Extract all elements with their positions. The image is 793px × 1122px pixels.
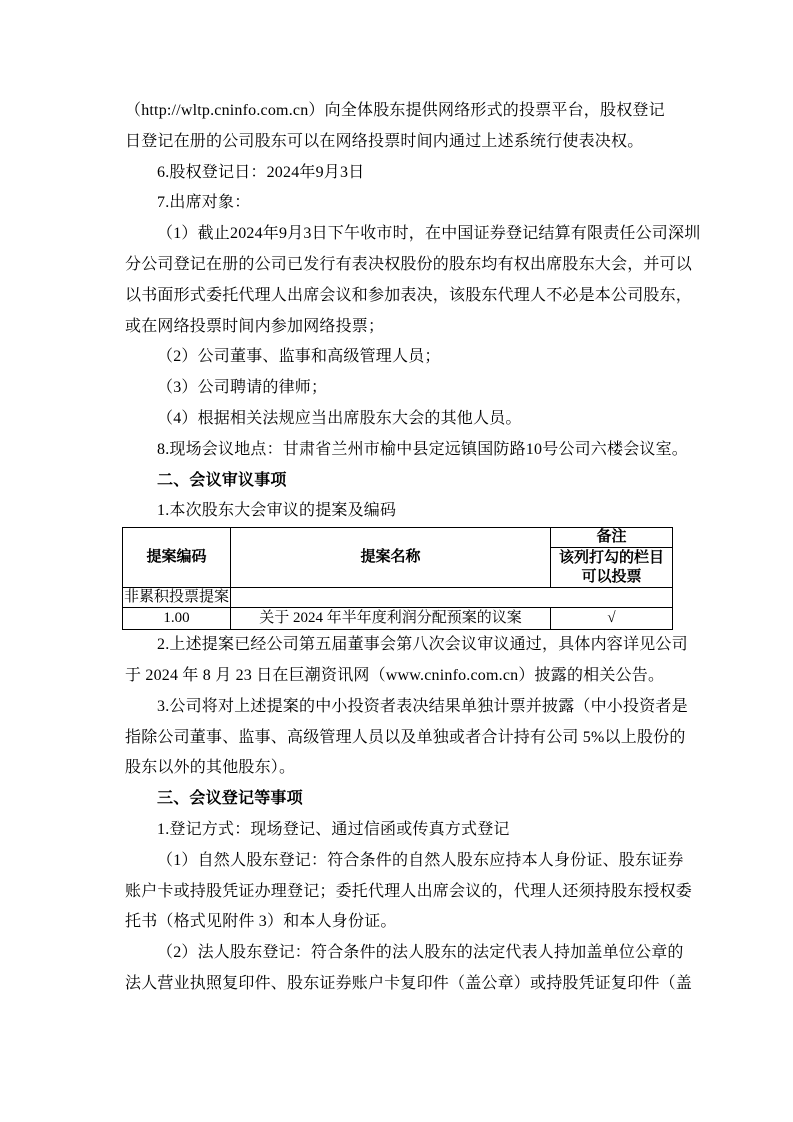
table-cell-section-rest	[231, 588, 673, 608]
text-line: 3.公司将对上述提案的中小投资者表决结果单独计票并披露（中小投资者是	[157, 697, 688, 715]
text-line: 1.登记方式：现场登记、通过信函或传真方式登记	[157, 820, 510, 838]
text-line: 以书面形式委托代理人出席会议和参加表决，该股东代理人不必是本公司股东，	[125, 286, 693, 304]
text-line: 7.出席对象：	[157, 194, 251, 212]
table-header-remark: 备注	[551, 528, 673, 548]
table-cell-proposal-name: 关于 2024 年半年度利润分配预案的议案	[231, 608, 551, 630]
text-line: 股东以外的其他股东）。	[125, 759, 296, 777]
table-cell-proposal-check: √	[551, 608, 673, 630]
text-line: （1）截止2024年9月3日下午收市时，在中国证券登记结算有限责任公司深圳	[157, 225, 701, 243]
text-line: 托书（格式见附件 3）和本人身份证。	[125, 913, 397, 931]
text-line: （2）法人股东登记：符合条件的法人股东的法定代表人持加盖单位公章的	[157, 944, 684, 962]
text-line: （http://wltp.cninfo.com.cn）向全体股东提供网络形式的投票平台，股权登记	[125, 102, 665, 119]
text-line: 8.现场会议地点：甘肃省兰州市榆中县定远镇国防路10号公司六楼会议室。	[157, 440, 689, 458]
text-line: 分公司登记在册的公司已发行有表决权股份的股东均有权出席股东大会，并可以	[125, 255, 693, 273]
table-header-remark-note	[551, 548, 673, 588]
paragraphs-after-table	[125, 630, 693, 1000]
text-line: 或在网络投票时间内参加网络投票；	[125, 317, 385, 335]
remark-note-line1: 该列打勾的栏目	[558, 549, 664, 566]
text-line: （2）公司董事、监事和高级管理人员；	[157, 348, 441, 366]
remark-note-line2: 可以投票	[581, 568, 642, 585]
text-line: 指除公司董事、监事、高级管理人员以及单独或者合计持有公司 5%以上股份的	[125, 728, 686, 746]
text-line: （4）根据相关法规应当出席股东大会的其他人员。	[157, 409, 522, 427]
section-heading: 三、会议登记等事项	[157, 790, 303, 808]
table-header-row-1	[123, 528, 673, 548]
paragraphs-before-table	[125, 96, 701, 527]
section-heading: 二、会议审议事项	[157, 471, 287, 489]
table-header-proposal-name: 提案名称	[231, 528, 551, 588]
text-line: （3）公司聘请的律师；	[157, 379, 328, 397]
text-line: 于 2024 年 8 月 23 日在巨潮资讯网（www.cninfo.com.cn）披露的相关公告。	[125, 666, 665, 684]
text-line: 账户卡或持股凭证办理登记；委托代理人出席会议的，代理人还须持股东授权委	[125, 882, 693, 900]
table-section-row	[123, 588, 673, 608]
text-line: 6.股权登记日：2024年9月3日	[157, 163, 365, 181]
document-content	[123, 96, 701, 1000]
table-cell-section-label: 非累积投票提案	[123, 588, 231, 608]
text-line: （1）自然人股东登记：符合条件的自然人股东应持本人身份证、股东证券	[157, 851, 684, 869]
proposals-table	[122, 527, 673, 630]
text-line: 2.上述提案已经公司第五届董事会第八次会议审议通过，具体内容详见公司	[157, 636, 688, 654]
text-line: 1.本次股东大会审议的提案及编码	[157, 502, 397, 520]
text-line: 日登记在册的公司股东可以在网络投票时间内通过上述系统行使表决权。	[125, 132, 644, 150]
table-header-proposal-code: 提案编码	[123, 528, 231, 588]
text-line: 法人营业执照复印件、股东证券账户卡复印件（盖公章）或持股凭证复印件（盖	[125, 974, 693, 992]
table-proposal-row	[123, 608, 673, 630]
table-cell-proposal-code: 1.00	[123, 608, 231, 630]
